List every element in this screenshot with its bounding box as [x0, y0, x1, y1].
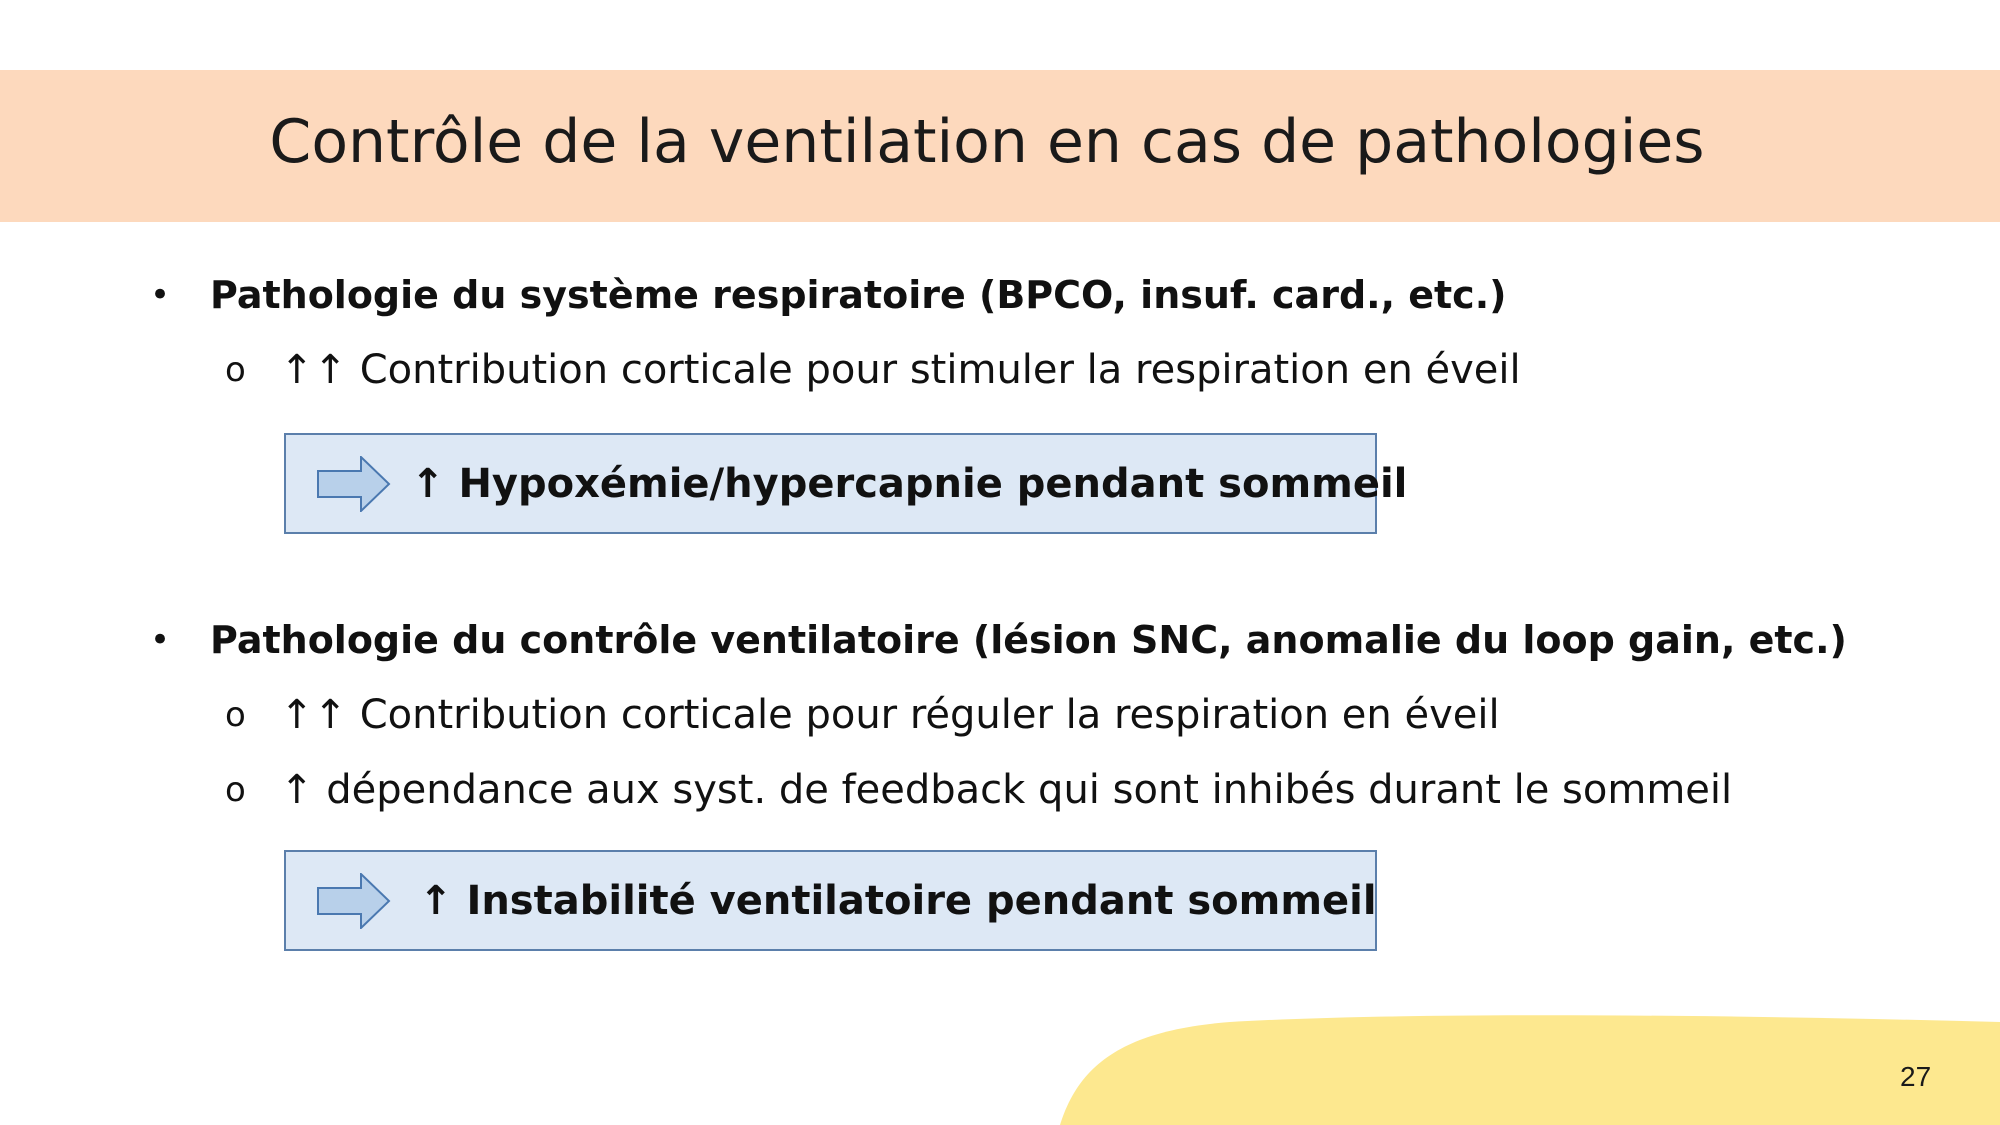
sub-item-text: ↑↑ Contribution corticale pour réguler la respiration en éveil	[280, 692, 1500, 738]
sub-item-text: ↑ dépendance aux syst. de feedback qui sont inhibés durant le sommeil	[280, 767, 1733, 813]
section-2-heading: Pathologie du contrôle ventilatoire (lésion SNC, anomalie du loop gain, etc.)	[210, 618, 1847, 662]
bullet-marker: •	[150, 620, 171, 660]
section-1-heading: Pathologie du système respiratoire (BPCO, insuf. card., etc.)	[210, 273, 1507, 317]
bullet-marker: •	[150, 275, 171, 315]
sub-bullet-marker: o	[225, 695, 246, 735]
section-2-callout-text: ↑ Instabilité ventilatoire pendant sommeil	[419, 877, 1377, 924]
sub-bullet-marker: o	[225, 350, 246, 390]
sub-bullet-marker: o	[225, 770, 246, 810]
slide-title: Contrôle de la ventilation en cas de pathologies	[269, 107, 1705, 177]
page-number: 27	[1900, 1061, 1932, 1092]
sub-item-text: ↑↑ Contribution corticale pour stimuler la respiration en éveil	[280, 347, 1521, 393]
section-1-callout-text: ↑ Hypoxémie/hypercapnie pendant sommeil	[411, 460, 1408, 507]
